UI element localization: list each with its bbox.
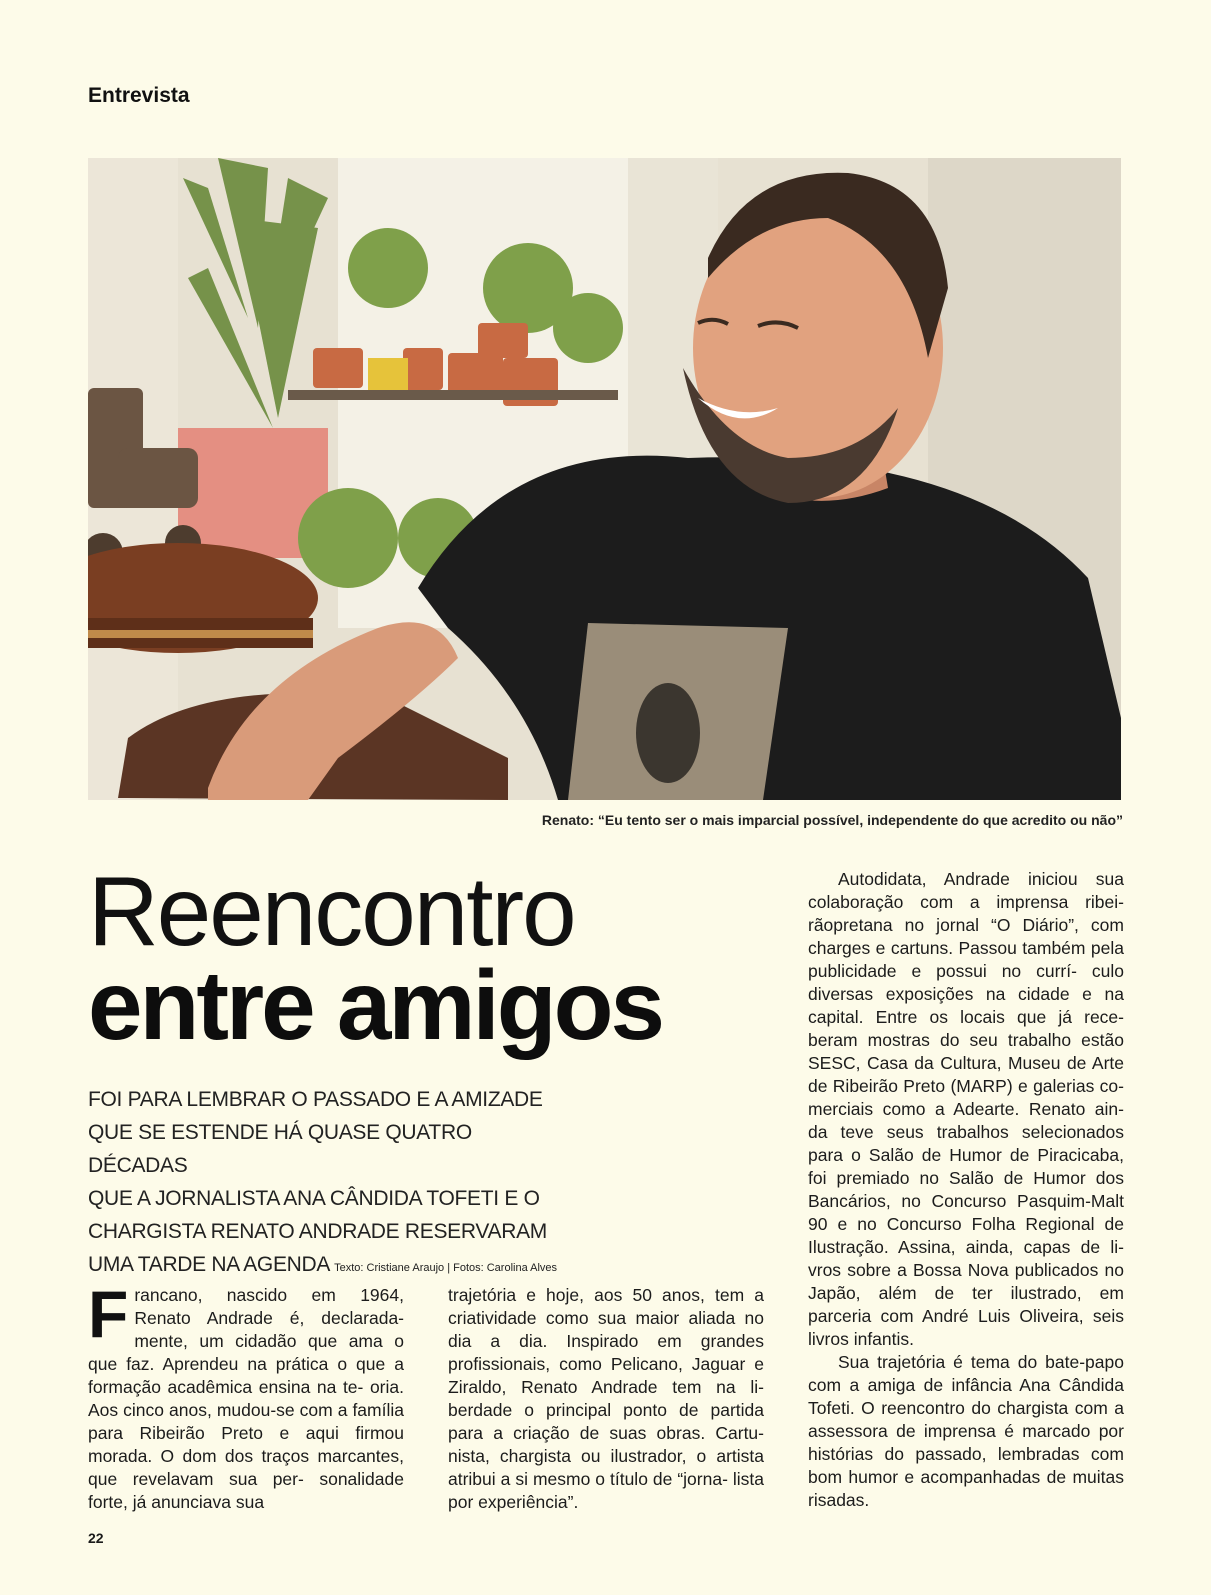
body-paragraph: Sua trajetória é tema do bate-papo com a amiga de infância Ana Cândida Tofeti. O reencontro do chargista com a assessora de imprensa é marcado por histórias do passado, lembradas com bom humor e acompanhadas de muitas risadas.: [808, 1352, 1124, 1510]
deck: [88, 1083, 568, 1285]
headline-line-1: Reencontro: [88, 856, 575, 966]
deck-line: FOI PARA LEMBRAR O PASSADO E A AMIZADE: [88, 1088, 543, 1111]
deck-line: QUE SE ESTENDE HÁ QUASE QUATRO DÉCADAS: [88, 1121, 472, 1177]
body-column-3: [808, 868, 1124, 1512]
drop-cap: F: [88, 1277, 129, 1351]
photo-illustration: [88, 158, 1121, 800]
body-text: rancano, nascido em 1964, Renato Andrade é, declarada- mente, um cidadão que ama o que faz. Aprendeu na prática o que a formação acadêmica ensina na te- oria. Aos cinco anos, mudou-se com a família para Ribeirão Preto e aqui firmou morada. O dom dos traços marcantes, que revelavam sua per- sonalidade forte, já anunciava sua: [88, 1285, 404, 1512]
deck-line: QUE A JORNALISTA ANA CÂNDIDA TOFETI E O: [88, 1187, 540, 1210]
credit-line: Texto: Cristiane Araujo | Fotos: Carolina Alves: [334, 1262, 558, 1274]
body-paragraph: Autodidata, Andrade iniciou sua colaboração com a imprensa ribei- rãopretana no jornal “O Diário”, com charges e cartuns. Passou também pela publicidade e possui no currí- culo diversas exposições na cidade e na capital. Entre os locais que já rece- beram mostras do seu trabalho estão SESC, Casa da Cultura, Museu de Arte de Ribeirão Preto (MARP) e galerias co- merciais como a Adearte. Renato ain- da teve seus trabalhos selecionados para o Salão de Humor de Piracicaba, foi premiado no Salão de Humor dos Bancários, no Concurso Pasquim-Malt 90 e no Concurso Folha Regional de Ilustração. Assina, ainda, capas de li- vros sobre a Bossa Nova publicados no Japão, além de ter ilustrado, em parceria com André Luis Oliveira, seis livros infantis.: [808, 869, 1124, 1349]
deck-line: CHARGISTA RENATO ANDRADE RESERVARAM: [88, 1220, 547, 1243]
deck-last-line: [88, 1248, 568, 1285]
page-number: 22: [88, 1530, 104, 1546]
headline-line-2: entre amigos: [88, 950, 662, 1060]
body-column-1: [88, 1277, 404, 1514]
body-column-2: [448, 1284, 764, 1514]
body-paragraph: trajetória e hoje, aos 50 anos, tem a criatividade como sua maior aliada no dia a dia. Inspirado em grandes profissionais, como Pelicano, Jaguar e Ziraldo, Renato Andrade tem na li- berdade o principal ponto de partida para a criação de suas obras. Cartu- nista, chargista ou ilustrador, o artista atribui a si mesmo o título de “jorna- lista por experiência”.: [448, 1285, 764, 1512]
body-paragraph: [88, 1277, 404, 1514]
portrait-photo: [88, 158, 1121, 800]
photo-caption: Renato: “Eu tento ser o mais imparcial possível, independente do que acredito ou não”: [541, 812, 1123, 828]
deck-line: UMA TARDE NA AGENDA: [88, 1253, 331, 1276]
headline: [88, 856, 662, 1060]
section-label: Entrevista: [88, 84, 190, 107]
